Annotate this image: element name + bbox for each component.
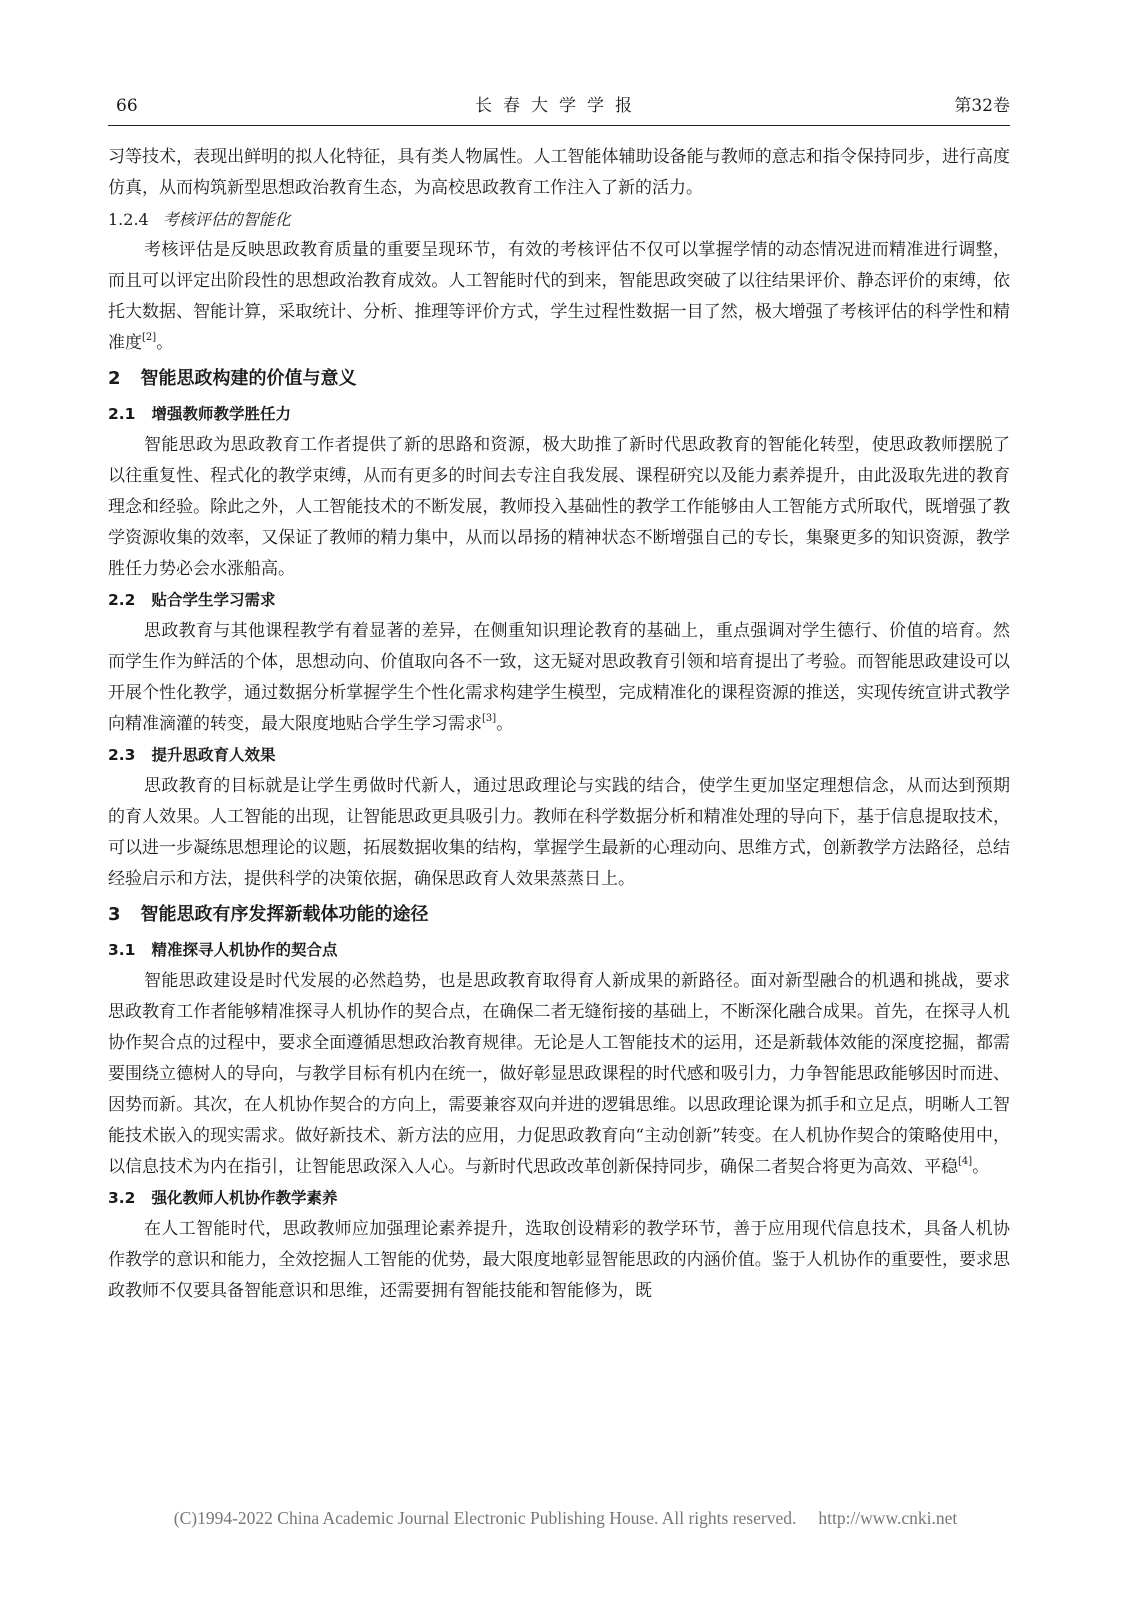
section-title: 增强教师教学胜任力 bbox=[151, 405, 291, 423]
journal-title: 长春大学学报 bbox=[475, 96, 643, 116]
section-title: 贴合学生学习需求 bbox=[151, 591, 276, 609]
section-title: 考核评估的智能化 bbox=[162, 210, 291, 229]
section-title: 提升思政育人效果 bbox=[151, 746, 276, 764]
section-number: 1.2.4 bbox=[108, 210, 149, 229]
citation-ref: [3] bbox=[482, 713, 497, 724]
copyright-footer bbox=[0, 1508, 1131, 1529]
footer-url[interactable]: http://www.cnki.net bbox=[818, 1508, 958, 1528]
section-title: 智能思政有序发挥新载体功能的途径 bbox=[140, 904, 429, 925]
paragraph-student-needs bbox=[108, 616, 1010, 740]
copyright-text: (C)1994-2022 China Academic Journal Electronic Publishing House. All rights reserved. bbox=[173, 1508, 797, 1528]
paragraph-end: 。 bbox=[972, 1157, 990, 1177]
citation-ref: [2] bbox=[142, 332, 157, 343]
paragraph-teacher-competence: 智能思政为思政教育工作者提供了新的思路和资源，极大助推了新时代思政教育的智能化转型，使思政教师摆脱了以往重复性、程式化的教学束缚，从而有更多的时间去专注自我发展、课程研究以及能力素养提升，由此汲取先进的教育理念和经验。除此之外，人工智能技术的不断发展，教师投入基础性的教学工作能够由人工智能方式所取代，既增强了教学资源收集的效率，又保证了教师的精力集中，从而以昂扬的精神状态不断增强自己的专长，集聚更多的知识资源，教学胜任力势必会水涨船高。 bbox=[108, 435, 1010, 579]
section-heading-2 bbox=[108, 359, 1010, 399]
paragraph-assessment bbox=[108, 235, 1010, 359]
paragraph-text: 思政教育与其他课程教学有着显著的差异，在侧重知识理论教育的基础上，重点强调对学生德行、价值的培育。然而学生作为鲜活的个体，思想动向、价值取向各不一致，这无疑对思政教育引领和培育提出了考验。而智能思政建设可以开展个性化教学，通过数据分析掌握学生个性化需求构建学生模型，完成精准化的课程资源的推送，实现传统宣讲式教学向精准滴灌的转变，最大限度地贴合学生学习需求 bbox=[108, 621, 1010, 734]
running-header bbox=[108, 92, 1010, 120]
subsection-heading-2-1 bbox=[108, 399, 1010, 430]
paragraph-end: 。 bbox=[156, 333, 174, 353]
section-title: 强化教师人机协作教学素养 bbox=[151, 1189, 338, 1207]
subsection-heading-2-3 bbox=[108, 740, 1010, 771]
subsection-heading-2-2 bbox=[108, 585, 1010, 616]
section-number: 3.1 bbox=[108, 941, 136, 959]
paragraph-text: 智能思政建设是时代发展的必然趋势，也是思政教育取得育人新成果的新路径。面对新型融合的机遇和挑战，要求思政教育工作者能够精准探寻人机协作的契合点，在确保二者无缝衔接的基础上，不断深化融合成果。首先，在探寻人机协作契合点的过程中，要求全面遵循思想政治教育规律。无论是人工智能技术的运用，还是新载体效能的深度挖掘，都需要围绕立德树人的导向，与教学目标有机内在统一，做好彰显思政课程的时代感和吸引力，力争智能思政能够因时而进、因势而新。其次，在人机协作契合的方向上，需要兼容双向并进的逻辑思维。以思政理论课为抓手和立足点，明晰人工智能技术嵌入的现实需求。做好新技术、新方法的应用，力促思政教育向“主动创新”转变。在人机协作契合的策略使用中，以信息技术为内在指引，让智能思政深入人心。与新时代思政改革创新保持同步，确保二者契合将更为高效、平稳 bbox=[108, 971, 1010, 1177]
section-title: 精准探寻人机协作的契合点 bbox=[151, 941, 338, 959]
section-number: 3 bbox=[108, 904, 121, 925]
paragraph-teacher-literacy: 在人工智能时代，思政教师应加强理论素养提升，选取创设精彩的教学环节，善于应用现代信息技术，具备人机协作教学的意识和能力，全效挖掘人工智能的优势，最大限度地彰显智能思政的内涵价值。鉴于人机协作的重要性，要求思政教师不仅要具备智能意识和思维，还需要拥有智能技能和智能修为，既 bbox=[108, 1219, 1010, 1301]
citation-ref: [4] bbox=[958, 1156, 973, 1167]
paragraph-education-effect: 思政教育的目标就是让学生勇做时代新人，通过思政理论与实践的结合，使学生更加坚定理想信念，从而达到预期的育人效果。人工智能的出现，让智能思政更具吸引力。教师在科学数据分析和精准处理的导向下，基于信息提取技术，可以进一步凝练思想理论的议题，拓展数据收集的结构，掌握学生最新的心理动向、思维方式，创新教学方法路径，总结经验启示和方法，提供科学的决策依据，确保思政育人效果蒸蒸日上。 bbox=[108, 776, 1010, 889]
subsection-heading-3-1 bbox=[108, 935, 1010, 966]
paragraph-end: 。 bbox=[496, 714, 514, 734]
section-number: 2.2 bbox=[108, 591, 136, 609]
subsection-heading-1-2-4 bbox=[108, 204, 1010, 235]
paragraph-text: 考核评估是反映思政教育质量的重要呈现环节，有效的考核评估不仅可以掌握学情的动态情况进而精准进行调整，而且可以评定出阶段性的思想政治教育成效。人工智能时代的到来，智能思政突破了以往结果评价、静态评价的束缚，依托大数据、智能计算，采取统计、分析、推理等评价方式，学生过程性数据一目了然，极大增强了考核评估的科学性和精准度 bbox=[108, 240, 1010, 353]
section-number: 2.1 bbox=[108, 405, 136, 423]
article-body bbox=[108, 142, 1010, 1307]
section-number: 3.2 bbox=[108, 1189, 136, 1207]
section-number: 2 bbox=[108, 368, 121, 389]
section-title: 智能思政构建的价值与意义 bbox=[140, 368, 357, 389]
section-heading-3 bbox=[108, 895, 1010, 935]
volume-label: 第32卷 bbox=[954, 96, 1010, 116]
section-number: 2.3 bbox=[108, 746, 136, 764]
paragraph-human-machine bbox=[108, 966, 1010, 1183]
paragraph-continued: 习等技术，表现出鲜明的拟人化特征，具有类人物属性。人工智能体辅助设备能与教师的意志和指令保持同步，进行高度仿真，从而构筑新型思想政治教育生态，为高校思政教育工作注入了新的活力。 bbox=[108, 147, 1010, 198]
page-number: 66 bbox=[116, 96, 138, 116]
header-rule bbox=[108, 125, 1010, 126]
subsection-heading-3-2 bbox=[108, 1183, 1010, 1214]
